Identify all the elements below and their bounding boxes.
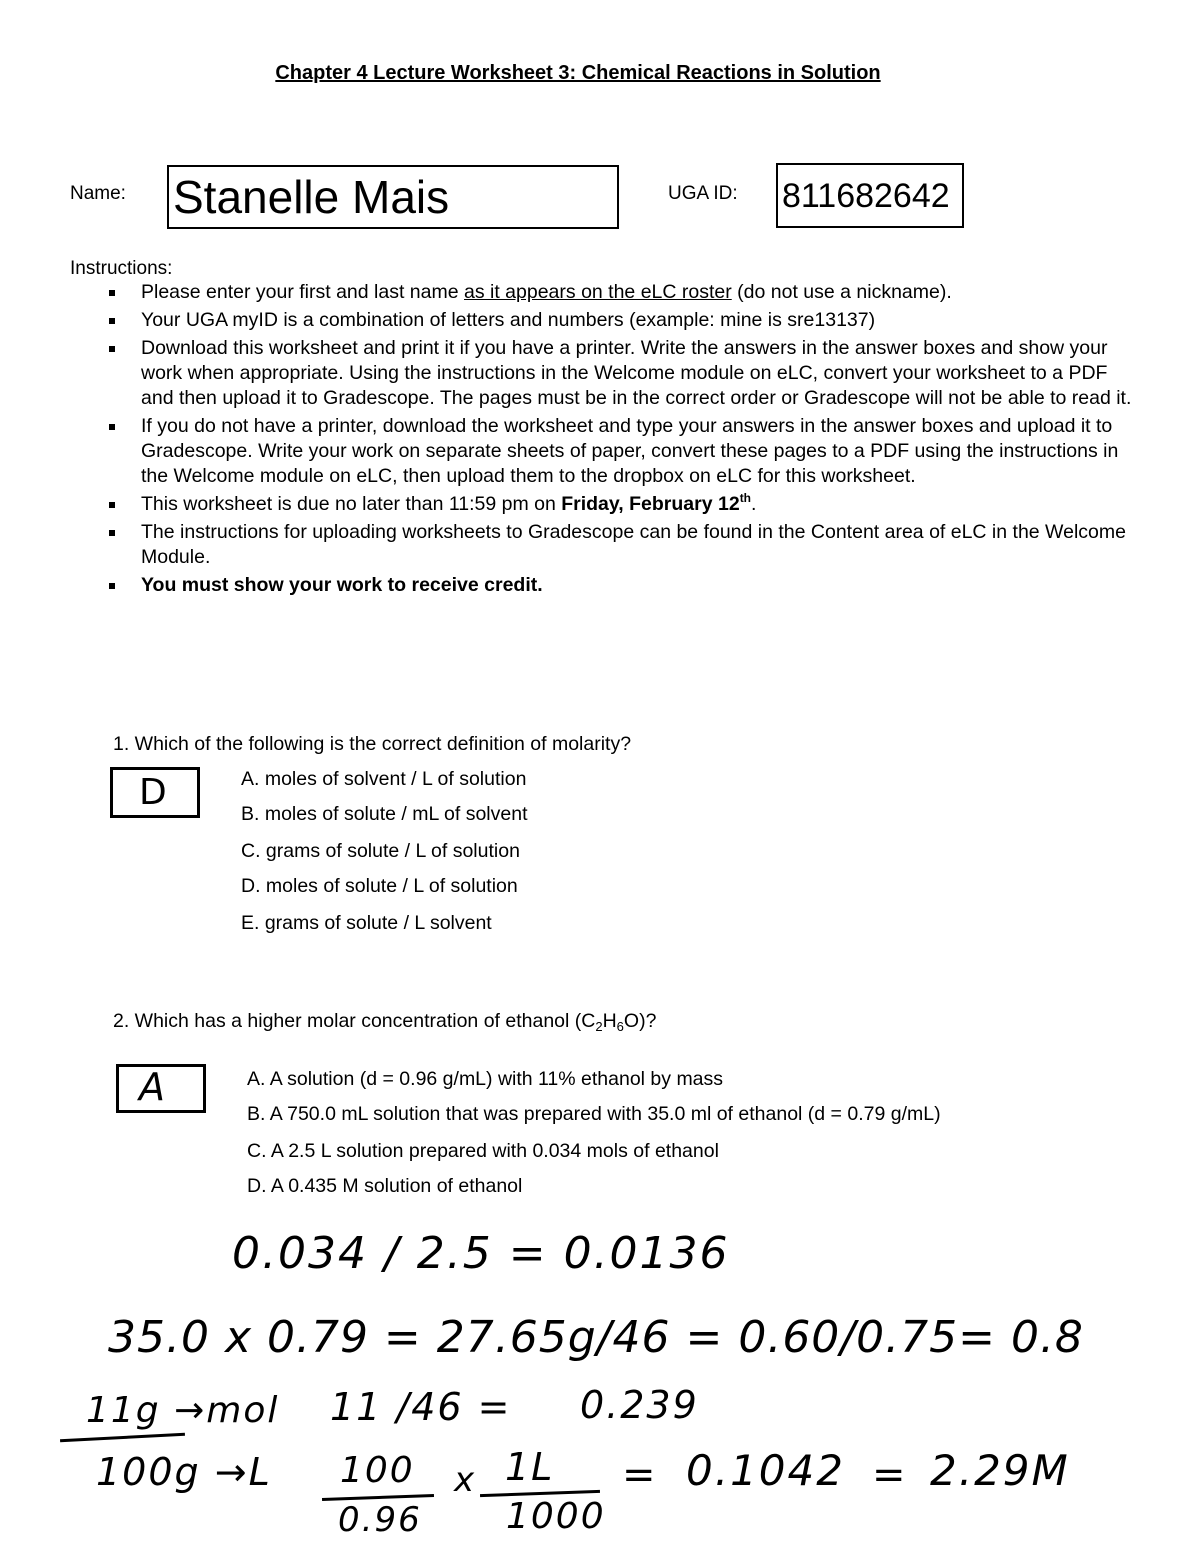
question-1-text: 1. Which of the following is the correct definition of molarity? bbox=[113, 733, 632, 755]
instructions-list bbox=[105, 280, 1145, 601]
q1-option-a: A. moles of solvent / L of solution bbox=[241, 768, 527, 790]
times-sign: x bbox=[454, 1460, 477, 1500]
instructions-label: Instructions: bbox=[70, 258, 173, 279]
list-item: This worksheet is due no later than 11:59 pm on Friday, February 12th. bbox=[105, 492, 1145, 517]
question-2-answer-box[interactable] bbox=[116, 1064, 206, 1113]
list-item: If you do not have a printer, download the worksheet and type your answers in the answer boxes and upload it to Gradescope. Write your work on separate sheets of paper, convert these pages to a PDF using the instructions in the Welcome module on eLC, then upload them to the dropbox on eLC for this worksheet. bbox=[105, 414, 1145, 489]
q2-option-a: A. A solution (d = 0.96 g/mL) with 11% ethanol by mass bbox=[247, 1068, 724, 1090]
fraction-2-numerator: 1L bbox=[505, 1445, 555, 1489]
work-line-4-label: 100g →L bbox=[96, 1450, 272, 1494]
equals-sign: = bbox=[622, 1452, 658, 1498]
equals-sign: = bbox=[872, 1452, 908, 1498]
name-field[interactable]: Stanelle Mais bbox=[167, 165, 619, 229]
fraction-1-numerator: 100 bbox=[340, 1450, 415, 1491]
work-line-3-calc: 11 /46 = bbox=[330, 1385, 512, 1429]
question-2-answer: A bbox=[139, 1065, 165, 1109]
list-item: The instructions for uploading worksheets to Gradescope can be found in the Content area of eLC in the Welcome Module. bbox=[105, 520, 1145, 570]
q1-option-b: B. moles of solute / mL of solvent bbox=[241, 803, 528, 825]
fraction-2-denominator: 1000 bbox=[506, 1496, 606, 1537]
fraction-bar bbox=[60, 1433, 185, 1443]
worksheet-title: Chapter 4 Lecture Worksheet 3: Chemical Reactions in Solution bbox=[275, 62, 881, 84]
list-item: You must show your work to receive credit. bbox=[105, 573, 1145, 598]
work-line-3-result: 0.239 bbox=[580, 1383, 699, 1427]
q1-option-c: C. grams of solute / L of solution bbox=[241, 840, 520, 862]
question-1-answer: D bbox=[139, 772, 167, 813]
uga-id-field[interactable]: 811682642 bbox=[776, 163, 964, 228]
q2-option-d: D. A 0.435 M solution of ethanol bbox=[247, 1175, 523, 1197]
work-line-2: 35.0 x 0.79 = 27.65g/46 = 0.60/0.75= 0.8 bbox=[108, 1312, 1084, 1363]
q1-option-e: E. grams of solute / L solvent bbox=[241, 912, 492, 934]
list-item: Please enter your first and last name as it appears on the eLC roster (do not use a nickname). bbox=[105, 280, 1145, 305]
work-line-4-final: 2.29M bbox=[930, 1446, 1070, 1495]
question-2-text: 2. Which has a higher molar concentration of ethanol $(C_2H_6O)$? bbox=[113, 1010, 657, 1034]
q1-option-d: D. moles of solute / L of solution bbox=[241, 875, 518, 897]
work-line-3-label: 11g →mol bbox=[86, 1390, 280, 1431]
q2-option-b: B. A 750.0 mL solution that was prepared with 35.0 ml of ethanol (d = 0.79 g/mL) bbox=[247, 1103, 941, 1125]
question-1-answer-box[interactable] bbox=[110, 767, 200, 818]
work-line-4-result: 0.1042 bbox=[686, 1446, 845, 1495]
fraction-1-denominator: 0.96 bbox=[338, 1500, 422, 1540]
list-item: Your UGA myID is a combination of letters and numbers (example: mine is sre13137) bbox=[105, 308, 1145, 333]
work-line-1: 0.034 / 2.5 = 0.0136 bbox=[232, 1228, 730, 1279]
list-item: Download this worksheet and print it if you have a printer. Write the answers in the answer boxes and show your work when appropriate. Using the instructions in the Welcome module on eLC, convert your worksheet to a PDF and then upload it to Gradescope. The pages must be in the correct order or Gradescope will not be able to read it. bbox=[105, 336, 1145, 411]
name-label: Name: bbox=[70, 183, 126, 204]
uga-id-label: UGA ID: bbox=[668, 183, 738, 204]
q2-option-c: C. A 2.5 L solution prepared with 0.034 mols of ethanol bbox=[247, 1140, 719, 1162]
